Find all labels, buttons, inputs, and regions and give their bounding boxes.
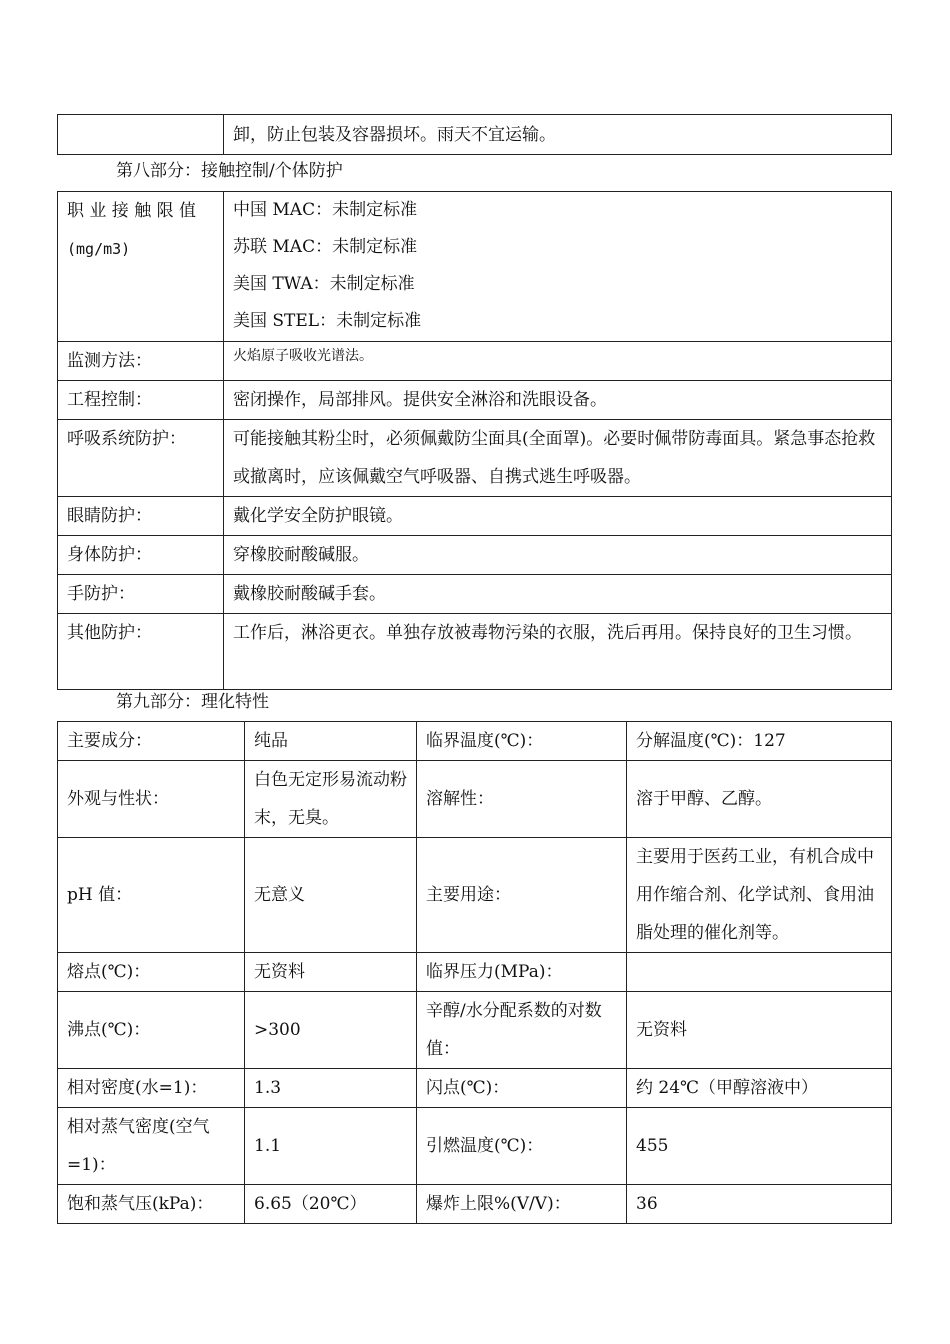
row-label: 呼吸系统防护： [58,420,224,497]
oel-label-line2: (mg/m3) [67,240,131,258]
row-label: 工程控制： [58,381,224,420]
section8-heading: 第八部分：接触控制/个体防护 [116,161,343,181]
row-value: 穿橡胶耐酸碱服。 [224,536,892,575]
table-cell: 白色无定形易流动粉末，无臭。 [245,761,417,838]
table-cell [627,953,892,992]
table-row [58,761,892,838]
row-value: 火焰原子吸收光谱法。 [224,342,892,381]
section9-heading: 第九部分：理化特性 [116,692,269,712]
oel-value: 美国 TWA：未制定标准 [233,274,415,294]
table-row [58,1185,892,1224]
table-cell: 分解温度(℃)：127 [627,722,892,761]
table-row [58,420,892,497]
table-cell: 爆炸上限%(V/V)： [417,1185,627,1224]
row-value: 戴化学安全防护眼镜。 [224,497,892,536]
table-cell: 沸点(℃)： [58,992,245,1069]
table-cell: 相对密度(水=1)： [58,1069,245,1108]
table-row [58,1069,892,1108]
table-cell: >300 [245,992,417,1069]
protection-table [57,191,892,690]
row-value: 戴橡胶耐酸碱手套。 [224,575,892,614]
table-row [58,536,892,575]
oel-value: 中国 MAC：未制定标准 [233,200,418,220]
properties-table [57,721,892,1224]
table-cell: 纯品 [245,722,417,761]
continuation-table [57,114,892,155]
row-label: 眼睛防护： [58,497,224,536]
table-row [58,722,892,761]
table-row [58,497,892,536]
table-cell: 卸，防止包装及容器损坏。雨天不宜运输。 [224,115,892,155]
oel-value: 苏联 MAC：未制定标准 [233,237,418,257]
table-cell: 无意义 [245,838,417,953]
oel-values-cell [224,192,892,342]
table-cell: 无资料 [245,953,417,992]
table-row [58,192,892,342]
table-cell: 无资料 [627,992,892,1069]
row-value: 密闭操作，局部排风。提供安全淋浴和洗眼设备。 [224,381,892,420]
table-row [58,342,892,381]
table-cell: 辛醇/水分配系数的对数值： [417,992,627,1069]
table-cell: 溶解性： [417,761,627,838]
table-cell: 外观与性状： [58,761,245,838]
table-cell: 引燃温度(℃)： [417,1108,627,1185]
table-cell: 主要成分： [58,722,245,761]
table-cell: 闪点(℃)： [417,1069,627,1108]
table-cell: 熔点(℃)： [58,953,245,992]
table-cell: 主要用途： [417,838,627,953]
table-cell: 相对蒸气密度(空气=1)： [58,1108,245,1185]
table-cell: pH 值： [58,838,245,953]
table-cell: 1.3 [245,1069,417,1108]
table-row [58,992,892,1069]
table-row [58,381,892,420]
row-value: 工作后，淋浴更衣。单独存放被毒物污染的衣服，洗后再用。保持良好的卫生习惯。 [224,614,892,690]
table-row [58,838,892,953]
table-row [58,614,892,690]
oel-value: 美国 STEL：未制定标准 [233,311,422,331]
row-value: 可能接触其粉尘时，必须佩戴防尘面具(全面罩)。必要时佩带防毒面具。紧急事态抢救或撤离时，应该佩戴空气呼吸器、自携式逃生呼吸器。 [224,420,892,497]
table-cell: 饱和蒸气压(kPa)： [58,1185,245,1224]
table-row [58,575,892,614]
row-label: 监测方法： [58,342,224,381]
table-cell: 临界温度(℃)： [417,722,627,761]
table-cell: 36 [627,1185,892,1224]
table-cell: 约 24℃（甲醇溶液中） [627,1069,892,1108]
oel-label-line1: 职 业 接 触 限 值 [67,201,197,221]
table-row [58,115,892,155]
table-cell: 6.65（20℃） [245,1185,417,1224]
table-cell: 临界压力(MPa)： [417,953,627,992]
row-label: 手防护： [58,575,224,614]
table-row [58,1108,892,1185]
row-label: 身体防护： [58,536,224,575]
table-cell: 主要用于医药工业，有机合成中用作缩合剂、化学试剂、食用油脂处理的催化剂等。 [627,838,892,953]
table-cell: 455 [627,1108,892,1185]
table-cell: 溶于甲醇、乙醇。 [627,761,892,838]
oel-label-cell [58,192,224,342]
table-cell [58,115,224,155]
table-row [58,953,892,992]
row-label: 其他防护： [58,614,224,690]
table-cell: 1.1 [245,1108,417,1185]
